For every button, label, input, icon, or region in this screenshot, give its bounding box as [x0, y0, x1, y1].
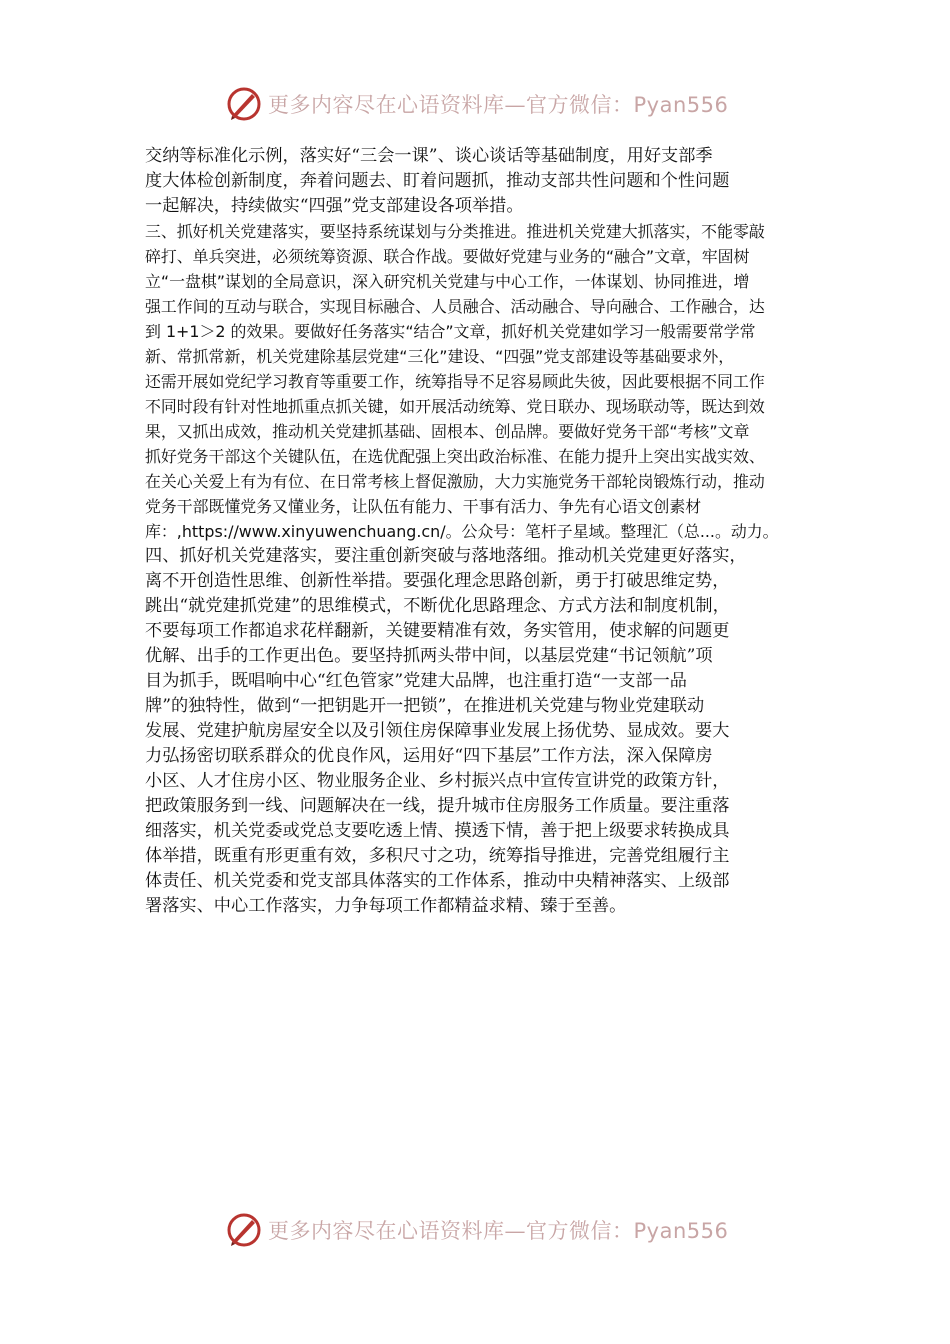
body-text-line: 库：,https://www.xinyuwenchuang.cn/。公众号：笔杆子星域。整理汇（总...。动力。 [145, 522, 779, 541]
footer-banner-label: 更多内容尽在心语资料库—官方微信： [268, 1219, 634, 1243]
body-text-line: 还需开展如党纪学习教育等重要工作，统筹指导不足容易顾此失彼，因此要根据不同工作 [145, 372, 765, 391]
document-body [145, 144, 815, 919]
body-text-line: 四、抓好机关党建落实，要注重创新突破与落地落细。推动机关党建更好落实， [145, 546, 747, 566]
body-text-line: 到 1+1＞2 的效果。要做好任务落实“结合”文章，抓好机关党建如学习一般需要常学常 [145, 322, 756, 341]
body-text-line: 新、常抓常新，机关党建除基层党建“三化”建设、“四强”党支部建设等基础要求外， [145, 347, 735, 366]
body-text-line: 力弘扬密切联系群众的优良作风，运用好“四下基层”工作方法，深入保障房 [145, 746, 713, 766]
body-text-line: 优解、出手的工作更出色。要坚持抓两头带中间，以基层党建“书记领航”项 [145, 646, 713, 666]
pen-logo-icon [226, 1212, 262, 1248]
body-text-line: 在关心关爱上有为有位、在日常考核上督促激励，大力实施党务干部轮岗锻炼行动，推动 [145, 472, 765, 491]
body-text-line: 交纳等标准化示例，落实好“三会一课”、谈心谈话等基础制度，用好支部季 [145, 146, 713, 166]
body-text-line: 碎打、单兵突进，必须统筹资源、联合作战。要做好党建与业务的“融合”文章，牢固树 [145, 247, 750, 266]
header-banner-label: 更多内容尽在心语资料库—官方微信： [268, 93, 634, 117]
body-text-line: 强工作间的互动与联合，实现目标融合、人员融合、活动融合、导向融合、工作融合，达 [145, 297, 765, 316]
pen-logo-icon [226, 86, 262, 122]
body-text-line: 度大体检创新制度，奔着问题去、盯着问题抓，推动支部共性问题和个性问题 [145, 171, 730, 191]
footer-banner-wechat: Pyan556 [633, 1219, 729, 1243]
body-text-line: 目为抓手，既唱响中心“红色管家”党建大品牌，也注重打造“一支部一品 [145, 671, 687, 691]
body-text-line: 果，又抓出成效，推动机关党建抓基础、固根本、创品牌。要做好党务干部“考核”文章 [145, 422, 750, 441]
footer-banner [226, 1210, 728, 1250]
body-text-line: 体责任、机关党委和党支部具体落实的工作体系，推动中央精神落实、上级部 [145, 871, 730, 891]
body-text-line: 一起解决，持续做实“四强”党支部建设各项举措。 [145, 196, 524, 216]
body-text-line: 党务干部既懂党务又懂业务，让队伍有能力、干事有活力、争先有心语文创素材 [145, 497, 702, 516]
body-text-line: 立“一盘棋”谋划的全局意识，深入研究机关党建与中心工作，一体谋划、协同推进，增 [145, 272, 750, 291]
footer-banner-text [268, 1215, 728, 1245]
header-banner-text [268, 89, 728, 119]
body-text-line: 体举措，既重有形更重有效，多积尺寸之功，统筹指导推进，完善党组履行主 [145, 846, 730, 866]
body-text-line: 三、抓好机关党建落实，要坚持系统谋划与分类推进。推进机关党建大抓落实，不能零敲 [145, 222, 765, 241]
body-text-line: 把政策服务到一线、问题解决在一线，提升城市住房服务工作质量。要注重落 [145, 796, 730, 816]
body-text-line: 跳出“就党建抓党建”的思维模式，不断优化思路理念、方式方法和制度机制， [145, 596, 730, 616]
body-text-line: 细落实，机关党委或党总支要吃透上情、摸透下情，善于把上级要求转换成具 [145, 821, 730, 841]
body-text-line: 署落实、中心工作落实，力争每项工作都精益求精、臻于至善。 [145, 896, 627, 916]
header-banner [226, 84, 728, 124]
body-text-line: 不同时段有针对性地抓重点抓关键，如开展活动统筹、党日联办、现场联动等，既达到效 [145, 397, 765, 416]
body-text-line: 不要每项工作都追求花样翻新，关键要精准有效，务实管用，使求解的问题更 [145, 621, 730, 641]
body-text-line: 发展、党建护航房屋安全以及引领住房保障事业发展上扬优势、显成效。要大 [145, 721, 730, 741]
body-text-line: 小区、人才住房小区、物业服务企业、乡村振兴点中宣传宣讲党的政策方针， [145, 771, 730, 791]
body-text-line: 牌”的独特性，做到“一把钥匙开一把锁”，在推进机关党建与物业党建联动 [145, 696, 705, 716]
body-text-line: 抓好党务干部这个关键队伍，在选优配强上突出政治标准、在能力提升上突出实战实效、 [145, 447, 765, 466]
body-text-line: 离不开创造性思维、创新性举措。要强化理念思路创新，勇于打破思维定势， [145, 571, 730, 591]
header-banner-wechat: Pyan556 [633, 93, 729, 117]
